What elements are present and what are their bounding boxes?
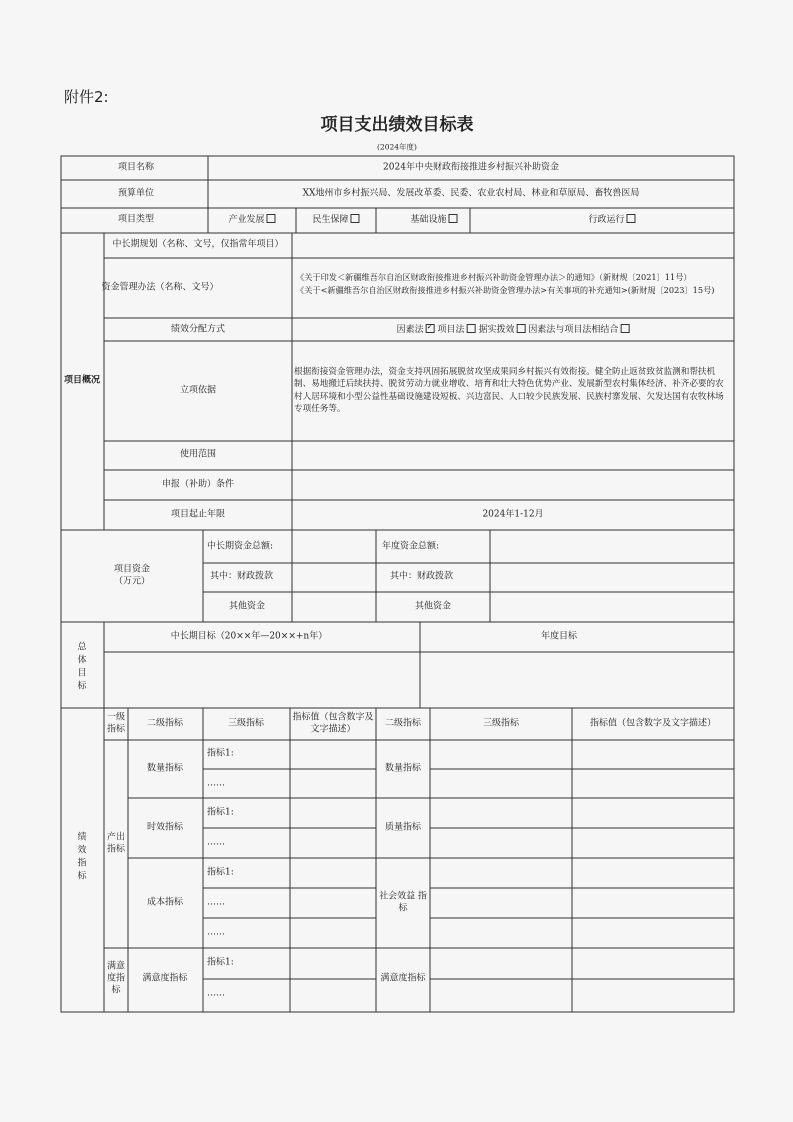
annual-fiscal-label: 其中：财政拨款: [390, 571, 454, 582]
type-infrastructure: [410, 214, 457, 226]
header-value-a: 指标值（包含数字及: [292, 712, 374, 723]
alloc-project-label: 项目法: [437, 325, 465, 335]
project-type-label: 项目类型: [117, 214, 155, 225]
checkbox-icon: [620, 324, 629, 333]
basis-text: 根据衔接资金管理办法，资金支持巩固拓展脱贫攻坚成果同乡村振兴有效衔接。健全防止返贫致贫监测和帮扶机制、易地搬迁后续扶持、脱贫劳动力就业增收、培育和壮大特色优势产业、发展新型农村集体经济、补齐必要的农村人居环境和小型公益性基础设施建设短板、兴边富民、人口较少民族发展、民族村寨发展、欠发达国有农牧林场专项任务等。: [294, 367, 724, 415]
budget-unit-label: 预算单位: [117, 188, 155, 199]
goals-label-1: 总: [77, 642, 87, 653]
quantity-item-1: 指标1:: [207, 748, 234, 759]
type-administration: [588, 214, 635, 226]
quantity-indicator: 数量指标: [146, 763, 184, 774]
indicators-label-2: 效: [77, 845, 87, 856]
period-value: 2024年1-12月: [482, 509, 544, 520]
satisfaction-level1-c: 标: [111, 985, 121, 996]
goals-label-2: 体: [77, 655, 87, 666]
scope-label: 使用范围: [179, 449, 217, 460]
indicators-label-3: 指: [77, 858, 87, 869]
alloc-factor-label: 因素法: [396, 325, 424, 335]
period-label: 项目起止年限: [170, 509, 226, 520]
mid-total-label: 中长期资金总额:: [207, 541, 274, 552]
page-title: 项目支出绩效目标表: [320, 115, 474, 135]
project-name-label: 项目名称: [117, 162, 155, 173]
indicators-label-4: 标: [77, 871, 87, 882]
goals-label-3: 目: [77, 668, 87, 679]
mid-goal-header: 中长期目标（20××年—20××+n年）: [170, 631, 328, 642]
alloc-actual-label: 据实拨效: [478, 325, 515, 335]
header-level3-right: 三级指标: [482, 718, 520, 729]
budget-unit-value: XX地州市乡村振兴局、发展改革委、民委、农业农村局、林业和草原局、畜牧兽医局: [302, 188, 640, 199]
type-livelihood-label: 民生保障: [312, 215, 349, 225]
timeliness-item-1: 指标1:: [207, 807, 234, 818]
basis-label: 立项依据: [179, 385, 217, 396]
indicators-label-1: 绩: [77, 832, 87, 843]
timeliness-indicator: 时效指标: [146, 822, 184, 833]
quality-indicator-right: 质量指标: [384, 822, 422, 833]
header-value-right: 指标值（包含数字及文字描述）: [589, 718, 717, 729]
satisfaction-level1-b: 度指: [106, 973, 126, 984]
checkbox-checked-icon: [426, 324, 435, 333]
checkbox-icon: [467, 324, 476, 333]
satisfaction-indicator: 满意度指标: [142, 973, 188, 984]
quantity-indicator-right: 数量指标: [384, 763, 422, 774]
funds-label: 项目资金: [113, 564, 151, 575]
alloc-combined-label: 因素法与项目法相结合: [528, 325, 619, 335]
cost-indicator: 成本指标: [146, 897, 184, 908]
mid-fiscal-label: 其中：财政拨款: [210, 571, 274, 582]
output-label-a: 产出: [106, 832, 126, 843]
checkbox-icon: [351, 214, 360, 223]
timeliness-item-ellipsis: ……: [207, 837, 225, 848]
header-level2: 二级指标: [146, 718, 184, 729]
satisfaction-level1-a: 满意: [106, 961, 126, 972]
cost-item-ellipsis-2: ……: [207, 927, 225, 938]
satisfaction-item-1: 指标1:: [207, 957, 234, 968]
type-infrastructure-label: 基础设施: [410, 215, 447, 225]
checkbox-icon: [516, 324, 525, 333]
cost-item-ellipsis-1: ……: [207, 897, 225, 908]
fund-mgmt-label: 资金管理办法（名称、文号）: [101, 282, 219, 293]
overview-section-label: 项目概况: [63, 375, 101, 386]
type-administration-label: 行政运行: [588, 215, 625, 225]
social-indicator-right-a: 社会效益 指: [379, 891, 427, 902]
fund-mgmt-line-2: 《关于<新疆维吾尔自治区财政衔接推进乡村振兴补助资金管理办法>有关事项的补充通知>(新财規〔2023〕15号): [296, 285, 715, 295]
cost-item-1: 指标1:: [207, 867, 234, 878]
checkbox-icon: [627, 214, 636, 223]
header-level2-right: 二级指标: [384, 718, 422, 729]
output-label-b: 指标: [106, 844, 126, 855]
annual-goal-header: 年度目标: [540, 631, 578, 642]
satisfaction-indicator-right: 满意度指标: [380, 973, 426, 984]
alloc-label: 绩效分配方式: [170, 324, 226, 335]
mid-plan-label: 中长期规划（名称、文号，仅指常年项目）: [112, 239, 284, 250]
fund-mgmt-line-1: 《关于印发＜新疆维吾尔自治区财政衔接推进乡村振兴补助资金管理办法＞的通知》（新财规〔2021〕11号）: [296, 272, 692, 282]
type-industry: [228, 214, 275, 226]
attachment-label: 附件2:: [64, 88, 109, 106]
mid-other-label: 其他资金: [228, 601, 266, 612]
apply-label: 申报（补助）条件: [161, 479, 235, 490]
checkbox-icon: [267, 214, 276, 223]
annual-total-label: 年度资金总额:: [382, 541, 440, 552]
year-label: (2024年度): [377, 142, 417, 152]
header-level1-a: 一级: [106, 712, 126, 723]
satisfaction-item-ellipsis: ……: [207, 988, 225, 999]
header-level1-b: 指标: [106, 724, 126, 735]
header-level3: 三级指标: [227, 718, 265, 729]
goals-label-4: 标: [77, 681, 87, 692]
alloc-options: [397, 324, 630, 336]
annual-other-label: 其他资金: [414, 601, 452, 612]
quantity-item-ellipsis: ……: [207, 778, 225, 789]
checkbox-icon: [449, 214, 458, 223]
type-industry-label: 产业发展: [228, 215, 265, 225]
social-indicator-right-b: 标: [398, 903, 408, 914]
header-value-b: 文字描述）: [310, 724, 356, 735]
project-name-value: 2024年中央财政衔接推进乡村振兴补助资金: [383, 162, 559, 173]
type-livelihood: [312, 214, 359, 226]
funds-unit: （万元）: [113, 576, 151, 587]
